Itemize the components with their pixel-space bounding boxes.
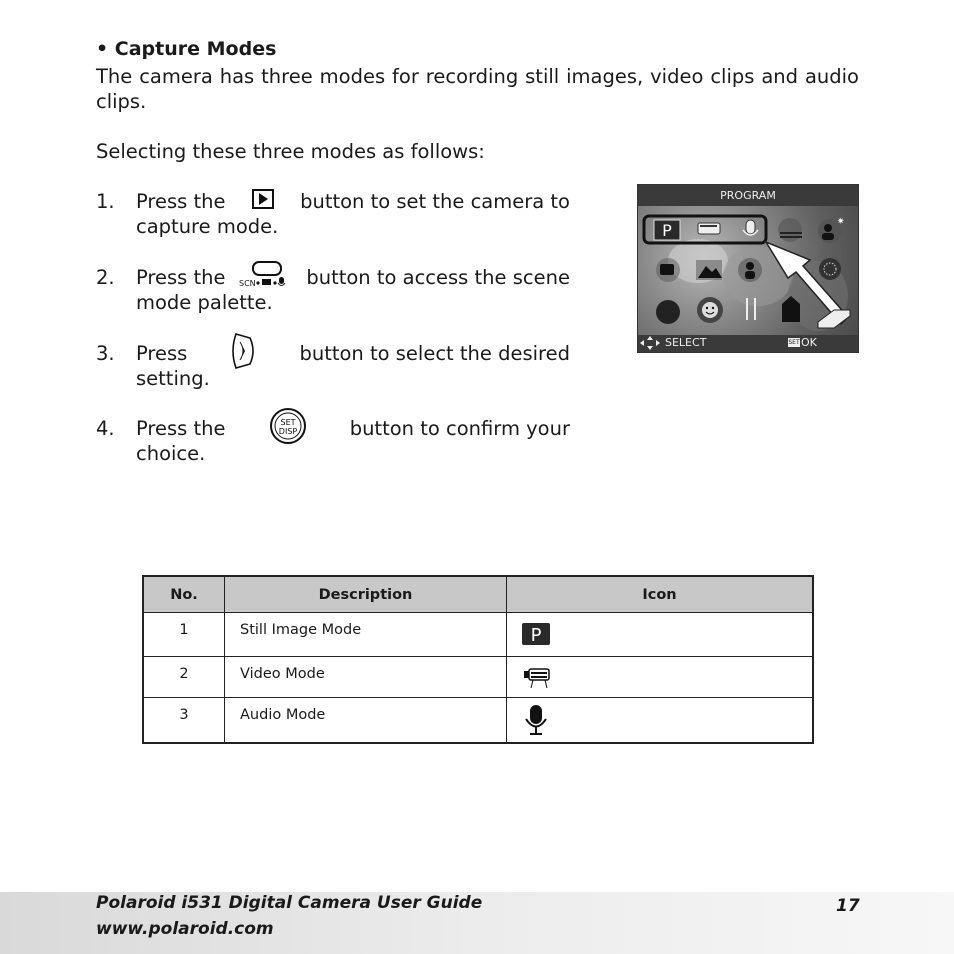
video-camera-icon — [698, 223, 720, 234]
section-heading-text: Capture Modes — [114, 38, 277, 60]
row-no: 3 — [143, 698, 225, 743]
header-icon: Icon — [507, 576, 814, 613]
svg-text:DISP: DISP — [278, 426, 297, 436]
table-header-row — [143, 576, 813, 613]
footer-title: Polaroid i531 Digital Camera User Guide — [96, 893, 483, 913]
step-text: button to access the scene — [306, 266, 570, 289]
row-description: Still Image Mode — [225, 613, 507, 657]
footer-url[interactable]: www.polaroid.com — [96, 919, 274, 939]
svg-text:P: P — [530, 625, 542, 646]
bullet: • — [96, 38, 109, 60]
step-text: Press the — [136, 190, 226, 213]
step-text: button to confirm your — [349, 417, 570, 440]
header-description: Description — [225, 576, 507, 613]
row-icon-cell — [507, 698, 814, 743]
select-label: SELECT — [665, 336, 707, 349]
svg-text:SET: SET — [280, 417, 296, 427]
step-3 — [96, 341, 570, 391]
landscape-icon — [696, 260, 722, 280]
page-number: 17 — [836, 896, 860, 916]
step-text-continued: setting. — [136, 367, 210, 390]
program-p-icon — [654, 220, 680, 240]
kids-icon — [697, 297, 723, 323]
svg-text:P: P — [662, 221, 672, 240]
svg-text:SCN: SCN — [238, 278, 256, 288]
svg-text:✷: ✷ — [837, 217, 845, 227]
portrait-icon — [738, 258, 762, 282]
table-row — [143, 657, 813, 698]
night-portrait-icon — [818, 217, 845, 243]
header-no: No. — [143, 576, 225, 613]
intro-paragraph: The camera has three modes for recording still images, video clips and audio clips. — [96, 65, 859, 113]
step-text: button to select the desired — [299, 342, 570, 365]
four-way-arrows-icon — [640, 336, 660, 353]
program-p-icon — [521, 622, 551, 646]
fireworks-icon — [819, 258, 841, 280]
step-text: button to set the camera to — [300, 190, 570, 213]
nav-button-icon — [228, 332, 258, 376]
row-description: Video Mode — [225, 657, 507, 698]
table-row — [143, 613, 813, 657]
step-text-continued: choice. — [136, 442, 206, 465]
row-description: Audio Mode — [225, 698, 507, 743]
row-no: 1 — [143, 613, 225, 657]
sunset-icon — [778, 218, 802, 242]
set-badge: SET — [788, 339, 800, 346]
capture-modes-table — [142, 575, 814, 744]
screen-title: PROGRAM — [638, 185, 858, 206]
step-text-continued: capture mode. — [136, 215, 279, 238]
step-number: 1. — [96, 190, 115, 213]
anti-shake-icon — [656, 258, 680, 282]
camera-screen — [637, 184, 859, 353]
step-text: Press the — [136, 266, 226, 289]
scene-mode-palette — [638, 206, 858, 337]
play-button-icon — [252, 189, 274, 215]
row-no: 2 — [143, 657, 225, 698]
video-camera-icon — [521, 666, 551, 690]
step-2 — [96, 265, 570, 315]
set-disp-button-icon — [269, 407, 307, 451]
step-1 — [96, 189, 570, 239]
section-heading — [96, 38, 276, 60]
step-number: 3. — [96, 342, 115, 365]
row-icon-cell — [507, 657, 814, 698]
step-text: Press the — [136, 417, 226, 440]
microphone-icon — [743, 220, 758, 235]
step-number: 2. — [96, 266, 115, 289]
ok-label: OK — [801, 336, 817, 349]
table-row — [143, 698, 813, 743]
microphone-icon — [521, 704, 551, 736]
step-4 — [96, 416, 570, 466]
night-scene-icon — [656, 300, 680, 324]
step-text: Press — [136, 342, 188, 365]
step-text-continued: mode palette. — [136, 291, 273, 314]
screen-footer — [638, 335, 858, 352]
step-number: 4. — [96, 417, 115, 440]
row-icon-cell — [507, 613, 814, 657]
intro-paragraph-2: Selecting these three modes as follows: — [96, 140, 485, 163]
